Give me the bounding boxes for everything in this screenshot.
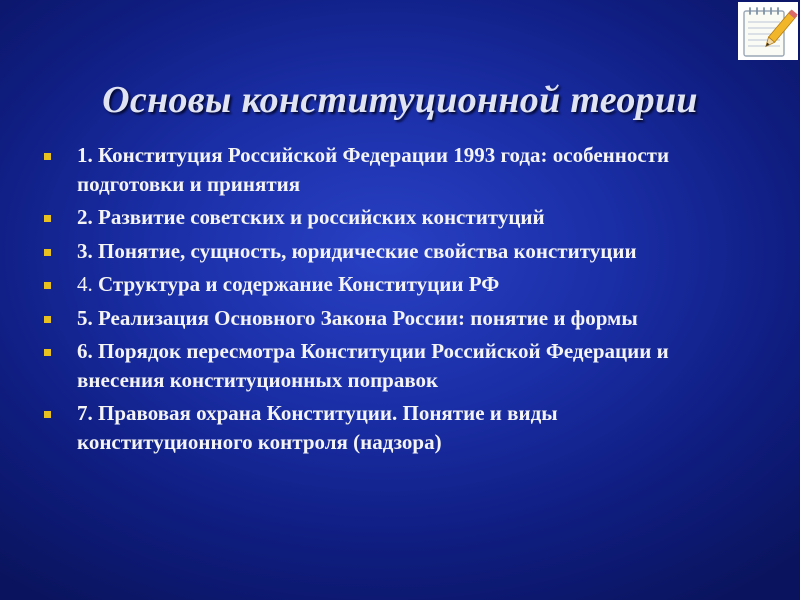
list-item	[44, 399, 724, 456]
list-item	[44, 141, 724, 198]
item-number: 7.	[77, 401, 93, 425]
square-bullet-icon	[44, 215, 51, 222]
item-number: 4.	[77, 272, 93, 296]
slide-title: Основы конституционной теории	[102, 79, 698, 121]
item-text: Понятие, сущность, юридические свойства конституции	[92, 238, 637, 263]
topic-list	[44, 141, 724, 461]
square-bullet-icon	[44, 316, 51, 323]
item-text: Порядок пересмотра Конституции Российской Федерации и внесения конституционных поправок	[77, 339, 669, 392]
square-bullet-icon	[44, 411, 51, 418]
square-bullet-icon	[44, 249, 51, 256]
square-bullet-icon	[44, 153, 51, 160]
item-number: 6.	[77, 339, 93, 363]
square-bullet-icon	[44, 282, 51, 289]
list-item	[44, 270, 724, 299]
item-number: 1.	[77, 143, 93, 167]
notepad-pencil-icon	[738, 2, 798, 60]
item-number: 3.	[77, 238, 93, 263]
list-item	[44, 304, 724, 333]
item-number: 2.	[77, 205, 93, 229]
item-text: Конституция Российской Федерации 1993 года: особенности подготовки и принятия	[77, 143, 670, 196]
item-text: Правовая охрана Конституции. Понятие и виды конституционного контроля (надзора)	[77, 401, 558, 454]
item-text: Структура и содержание Конституции РФ	[92, 272, 500, 296]
item-number: 5.	[77, 305, 93, 330]
item-text: Реализация Основного Закона России: понятие и формы	[92, 305, 638, 330]
list-item	[44, 337, 724, 394]
square-bullet-icon	[44, 349, 51, 356]
list-item	[44, 237, 724, 266]
list-item	[44, 203, 724, 232]
item-text: Развитие советских и российских конституций	[92, 205, 545, 229]
